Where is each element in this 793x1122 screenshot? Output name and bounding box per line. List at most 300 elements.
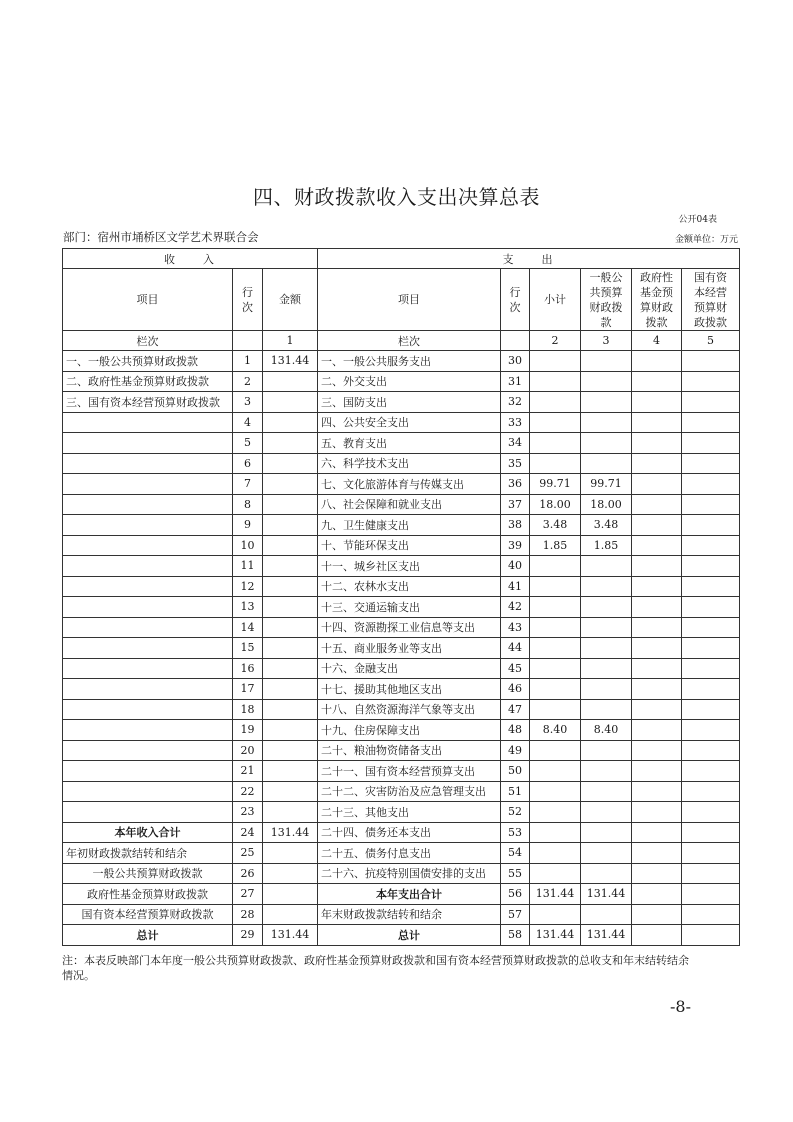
gov-fund-cell [632,535,682,556]
income-amount-cell: 131.44 [263,925,318,946]
income-amount-cell [263,556,318,577]
subtotal-cell [530,843,581,864]
state-capital-cell [682,576,740,597]
income-line-cell: 18 [233,699,263,720]
expense-line-cell: 34 [501,433,530,454]
header-gov-fund-text: 政府性基金预算财政拨款 [640,270,674,329]
expense-line-cell: 57 [501,904,530,925]
header-state-capital [682,269,740,331]
subtotal-cell: 18.00 [530,494,581,515]
income-item-cell [63,433,233,454]
general-budget-cell [581,863,632,884]
column-index-4: 4 [632,331,682,351]
gov-fund-cell [632,392,682,413]
gov-fund-cell [632,494,682,515]
gov-fund-cell [632,904,682,925]
state-capital-cell [682,904,740,925]
expense-line-cell: 48 [501,720,530,741]
expense-item-cell: 十、节能环保支出 [318,535,501,556]
income-item-cell: 本年收入合计 [63,822,233,843]
gov-fund-cell [632,781,682,802]
expense-item-cell: 十六、金融支出 [318,658,501,679]
state-capital-cell [682,617,740,638]
expense-item-cell: 十九、住房保障支出 [318,720,501,741]
income-line-cell: 14 [233,617,263,638]
general-budget-cell [581,433,632,454]
subtotal-cell [530,351,581,372]
expense-line-cell: 40 [501,556,530,577]
header-expense-line [501,269,530,331]
form-number: 公开04表 [678,215,717,225]
income-line-cell: 24 [233,822,263,843]
expense-line-cell: 32 [501,392,530,413]
income-amount-cell: 131.44 [263,351,318,372]
income-item-cell [63,494,233,515]
expense-line-cell: 56 [501,884,530,905]
income-item-cell: 一般公共预算财政拨款 [63,863,233,884]
general-budget-cell [581,412,632,433]
expense-line-cell: 33 [501,412,530,433]
income-amount-cell [263,535,318,556]
table-row [63,843,740,864]
table-row [63,802,740,823]
state-capital-cell [682,474,740,495]
income-line-cell: 28 [233,904,263,925]
column-index-label: 栏次 [63,331,233,351]
table-row [63,433,740,454]
column-index-blank [233,331,263,351]
general-budget-cell: 1.85 [581,535,632,556]
section-expense-header: 支 出 [318,249,740,269]
income-line-cell: 22 [233,781,263,802]
unit-label: 金额单位：万元 [674,235,738,245]
income-amount-cell [263,392,318,413]
income-line-cell: 20 [233,740,263,761]
subtotal-cell: 131.44 [530,884,581,905]
general-budget-cell: 8.40 [581,720,632,741]
gov-fund-cell [632,371,682,392]
subtotal-cell: 3.48 [530,515,581,536]
gov-fund-cell [632,802,682,823]
income-amount-cell [263,781,318,802]
income-amount-cell [263,597,318,618]
income-item-cell [63,802,233,823]
expense-item-cell: 五、教育支出 [318,433,501,454]
subtotal-cell [530,433,581,454]
table-row [63,371,740,392]
expense-item-cell: 七、文化旅游体育与传媒支出 [318,474,501,495]
expense-item-cell: 十五、商业服务业等支出 [318,638,501,659]
gov-fund-cell [632,884,682,905]
state-capital-cell [682,535,740,556]
section-income-header: 收 入 [63,249,318,269]
expense-item-cell: 二十二、灾害防治及应急管理支出 [318,781,501,802]
expense-line-cell: 54 [501,843,530,864]
table-row [63,822,740,843]
income-amount-cell [263,474,318,495]
income-line-cell: 13 [233,597,263,618]
expense-line-cell: 51 [501,781,530,802]
subtotal-cell [530,822,581,843]
subtotal-cell [530,699,581,720]
general-budget-cell: 99.71 [581,474,632,495]
table-row [63,658,740,679]
income-amount-cell [263,638,318,659]
gov-fund-cell [632,863,682,884]
table-row [63,494,740,515]
footnote [62,953,742,983]
income-amount-cell [263,884,318,905]
income-line-cell: 16 [233,658,263,679]
expense-item-cell: 二十三、其他支出 [318,802,501,823]
subtotal-cell [530,597,581,618]
gov-fund-cell [632,843,682,864]
table-row [63,740,740,761]
income-line-cell: 15 [233,638,263,659]
income-item-cell [63,576,233,597]
income-item-cell [63,679,233,700]
state-capital-cell [682,494,740,515]
state-capital-cell [682,925,740,946]
expense-item-cell: 二十、粮油物资储备支出 [318,740,501,761]
column-index-3: 3 [581,331,632,351]
subtotal-cell [530,658,581,679]
state-capital-cell [682,781,740,802]
gov-fund-cell [632,720,682,741]
general-budget-cell [581,843,632,864]
expense-line-cell: 55 [501,863,530,884]
income-amount-cell [263,494,318,515]
state-capital-cell [682,740,740,761]
income-item-cell: 国有资本经营预算财政拨款 [63,904,233,925]
header-income-line [233,269,263,331]
expense-item-cell: 六、科学技术支出 [318,453,501,474]
footnote-line-1: 注：本表反映部门本年度一般公共预算财政拨款、政府性基金预算财政拨款和国有资本经营预算财政拨款的总收支和年末结转结余 [62,954,689,967]
header-income-amount: 金额 [263,269,318,331]
gov-fund-cell [632,617,682,638]
income-amount-cell [263,720,318,741]
table-row [63,597,740,618]
expense-line-cell: 53 [501,822,530,843]
expense-line-cell: 38 [501,515,530,536]
expense-line-cell: 30 [501,351,530,372]
general-budget-cell [581,822,632,843]
income-amount-cell [263,617,318,638]
table-row [63,638,740,659]
general-budget-cell [581,802,632,823]
gov-fund-cell [632,433,682,454]
income-amount-cell [263,863,318,884]
state-capital-cell [682,351,740,372]
header-income-line-text: 行次 [242,285,253,314]
state-capital-cell [682,412,740,433]
income-item-cell [63,740,233,761]
state-capital-cell [682,597,740,618]
gov-fund-cell [632,740,682,761]
gov-fund-cell [632,638,682,659]
table-row [63,679,740,700]
state-capital-cell [682,433,740,454]
expense-item-cell: 本年支出合计 [318,884,501,905]
expense-line-cell: 46 [501,679,530,700]
general-budget-cell: 3.48 [581,515,632,536]
subtotal-cell: 8.40 [530,720,581,741]
table-row [63,556,740,577]
expense-line-cell: 58 [501,925,530,946]
income-line-cell: 27 [233,884,263,905]
income-item-cell: 政府性基金预算财政拨款 [63,884,233,905]
expense-line-cell: 41 [501,576,530,597]
income-amount-cell [263,740,318,761]
income-item-cell [63,474,233,495]
gov-fund-cell [632,597,682,618]
table-row [63,720,740,741]
header-gov-fund [632,269,682,331]
general-budget-cell [581,699,632,720]
expense-item-cell: 一、一般公共服务支出 [318,351,501,372]
subtotal-cell [530,371,581,392]
state-capital-cell [682,453,740,474]
subtotal-cell [530,904,581,925]
income-line-cell: 10 [233,535,263,556]
income-line-cell: 26 [233,863,263,884]
income-amount-cell [263,843,318,864]
income-line-cell: 3 [233,392,263,413]
gov-fund-cell [632,412,682,433]
header-state-capital-text: 国有资本经营预算财政拨款 [694,270,728,329]
income-line-cell: 6 [233,453,263,474]
income-item-cell [63,720,233,741]
income-item-cell [63,535,233,556]
expense-item-cell: 二十六、抗疫特别国债安排的支出 [318,863,501,884]
income-item-cell [63,761,233,782]
income-amount-cell: 131.44 [263,822,318,843]
income-amount-cell [263,904,318,925]
income-amount-cell [263,412,318,433]
general-budget-cell [581,351,632,372]
expense-item-cell: 十四、资源勘探工业信息等支出 [318,617,501,638]
general-budget-cell [581,638,632,659]
appropriation-summary-table [62,248,740,946]
table-row [63,781,740,802]
table-row [63,699,740,720]
income-line-cell: 12 [233,576,263,597]
gov-fund-cell [632,658,682,679]
expense-item-cell: 二、外交支出 [318,371,501,392]
table-row [63,412,740,433]
state-capital-cell [682,761,740,782]
income-item-cell: 三、国有资本经营预算财政拨款 [63,392,233,413]
subtotal-cell [530,802,581,823]
subtotal-cell: 1.85 [530,535,581,556]
income-item-cell: 总计 [63,925,233,946]
general-budget-cell [581,556,632,577]
gov-fund-cell [632,556,682,577]
state-capital-cell [682,556,740,577]
income-line-cell: 19 [233,720,263,741]
column-index-blank [501,331,530,351]
income-item-cell [63,597,233,618]
income-amount-cell [263,515,318,536]
gov-fund-cell [632,474,682,495]
income-line-cell: 21 [233,761,263,782]
subtotal-cell [530,556,581,577]
expense-line-cell: 39 [501,535,530,556]
expense-line-cell: 44 [501,638,530,659]
general-budget-cell [581,658,632,679]
table-row [63,863,740,884]
state-capital-cell [682,679,740,700]
general-budget-cell [581,781,632,802]
table-row [63,515,740,536]
income-line-cell: 11 [233,556,263,577]
table-row [63,535,740,556]
gov-fund-cell [632,515,682,536]
column-index-label: 栏次 [318,331,501,351]
income-line-cell: 29 [233,925,263,946]
gov-fund-cell [632,822,682,843]
general-budget-cell [581,392,632,413]
expense-line-cell: 37 [501,494,530,515]
table-row [63,392,740,413]
general-budget-cell: 18.00 [581,494,632,515]
expense-item-cell: 九、卫生健康支出 [318,515,501,536]
footnote-line-2: 情况。 [62,969,95,982]
table-row [63,474,740,495]
subtotal-cell [530,392,581,413]
income-line-cell: 17 [233,679,263,700]
general-budget-cell [581,761,632,782]
income-item-cell [63,412,233,433]
expense-item-cell: 二十五、债务付息支出 [318,843,501,864]
income-line-cell: 25 [233,843,263,864]
general-budget-cell [581,371,632,392]
table-row [63,761,740,782]
gov-fund-cell [632,453,682,474]
income-item-cell: 二、政府性基金预算财政拨款 [63,371,233,392]
gov-fund-cell [632,351,682,372]
income-amount-cell [263,679,318,700]
subtotal-cell [530,863,581,884]
income-amount-cell [263,699,318,720]
general-budget-cell [581,679,632,700]
expense-line-cell: 50 [501,761,530,782]
expense-line-cell: 36 [501,474,530,495]
column-index-2: 2 [530,331,581,351]
income-item-cell [63,556,233,577]
expense-line-cell: 52 [501,802,530,823]
column-index-5: 5 [682,331,740,351]
header-expense-item: 项目 [318,269,501,331]
expense-item-cell: 二十一、国有资本经营预算支出 [318,761,501,782]
page-number: -8- [670,997,691,1016]
income-item-cell [63,638,233,659]
header-expense-line-text: 行次 [509,285,521,314]
page-title: 四、财政拨款收入支出决算总表 [253,185,540,209]
expense-line-cell: 43 [501,617,530,638]
income-item-cell [63,781,233,802]
subtotal-cell [530,679,581,700]
income-amount-cell [263,658,318,679]
gov-fund-cell [632,761,682,782]
gov-fund-cell [632,699,682,720]
income-amount-cell [263,453,318,474]
subtotal-cell [530,761,581,782]
table-row [63,617,740,638]
income-amount-cell [263,371,318,392]
state-capital-cell [682,802,740,823]
income-item-cell [63,515,233,536]
table-row [63,351,740,372]
general-budget-cell [581,617,632,638]
income-line-cell: 4 [233,412,263,433]
expense-item-cell: 十一、城乡社区支出 [318,556,501,577]
income-line-cell: 8 [233,494,263,515]
table-row [63,453,740,474]
header-general-budget [581,269,632,331]
income-item-cell: 一、一般公共预算财政拨款 [63,351,233,372]
expense-item-cell: 八、社会保障和就业支出 [318,494,501,515]
subtotal-cell [530,453,581,474]
income-line-cell: 2 [233,371,263,392]
expense-line-cell: 49 [501,740,530,761]
income-amount-cell [263,433,318,454]
expense-line-cell: 42 [501,597,530,618]
income-amount-cell [263,802,318,823]
subtotal-cell: 131.44 [530,925,581,946]
expense-item-cell: 十二、农林水支出 [318,576,501,597]
income-line-cell: 5 [233,433,263,454]
expense-item-cell: 年末财政拨款结转和结余 [318,904,501,925]
subtotal-cell [530,412,581,433]
income-amount-cell [263,761,318,782]
state-capital-cell [682,515,740,536]
gov-fund-cell [632,576,682,597]
state-capital-cell [682,822,740,843]
income-item-cell [63,617,233,638]
income-amount-cell [263,576,318,597]
general-budget-cell [581,597,632,618]
table-row [63,904,740,925]
state-capital-cell [682,392,740,413]
expense-item-cell: 十三、交通运输支出 [318,597,501,618]
general-budget-cell [581,904,632,925]
income-item-cell [63,658,233,679]
general-budget-cell: 131.44 [581,925,632,946]
income-item-cell [63,453,233,474]
state-capital-cell [682,884,740,905]
table-row [63,925,740,946]
header-income-item: 项目 [63,269,233,331]
expense-item-cell: 三、国防支出 [318,392,501,413]
gov-fund-cell [632,679,682,700]
expense-item-cell: 十七、援助其他地区支出 [318,679,501,700]
expense-item-cell: 总计 [318,925,501,946]
table-row [63,576,740,597]
general-budget-cell: 131.44 [581,884,632,905]
header-general-budget-text: 一般公共预算财政拨款 [589,270,623,329]
income-line-cell: 1 [233,351,263,372]
income-line-cell: 23 [233,802,263,823]
expense-line-cell: 47 [501,699,530,720]
table-row [63,884,740,905]
subtotal-cell [530,617,581,638]
header-subtotal: 小计 [530,269,581,331]
subtotal-cell [530,740,581,761]
state-capital-cell [682,638,740,659]
state-capital-cell [682,699,740,720]
income-line-cell: 7 [233,474,263,495]
